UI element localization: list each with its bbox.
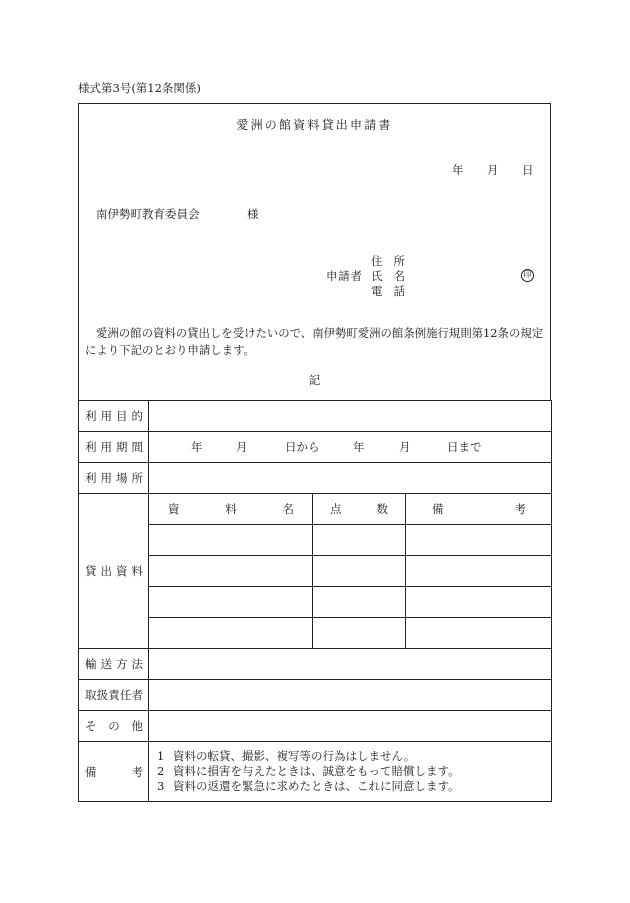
remark-item	[157, 749, 551, 764]
period-day-from: 日から	[285, 439, 320, 454]
ki-heading: 記	[308, 373, 321, 387]
period-month-to: 月	[399, 439, 411, 454]
period-label-cell	[79, 432, 149, 463]
purpose-label-cell	[79, 401, 149, 432]
place-label: 利用場所	[85, 471, 143, 485]
applicant-address-label: 住所	[371, 254, 405, 268]
remark-text: 資料の返還を緊急に求めたときは、これに同意します。	[173, 779, 460, 793]
date-year-label: 年	[452, 163, 464, 177]
other-row	[79, 711, 552, 742]
materials-col-name	[149, 494, 313, 525]
other-field	[149, 711, 552, 742]
purpose-field	[149, 401, 552, 432]
material-count-cell	[313, 556, 406, 587]
materials-col-note	[406, 494, 552, 525]
materials-label: 貸出資料	[85, 564, 143, 578]
remark-number: 1	[157, 749, 165, 763]
recipient: 南伊勢町教育委員会	[96, 207, 200, 221]
responsible-field	[149, 680, 552, 711]
material-name-cell	[149, 618, 313, 649]
transport-label-cell	[79, 649, 149, 680]
material-name-cell	[149, 556, 313, 587]
remark-item	[157, 764, 551, 779]
remark-text: 資料の転貸、撮影、複写等の行為はしません。	[173, 749, 416, 763]
materials-row	[79, 525, 552, 556]
date-month-label: 月	[487, 163, 499, 177]
form-title: 愛洲の館資料貸出申請書	[236, 118, 393, 132]
remark-text: 資料に損害を与えたときは、誠意をもって賠償します。	[173, 764, 460, 778]
materials-row	[79, 618, 552, 649]
request-paragraph	[85, 325, 543, 359]
application-header	[78, 103, 551, 400]
form-code: 様式第3号(第12条関係)	[78, 81, 201, 95]
period-field	[149, 432, 552, 463]
materials-row	[79, 587, 552, 618]
materials-col-note-label: 備考	[432, 502, 527, 516]
applicant-phone-label: 電話	[371, 284, 405, 298]
material-name-cell	[149, 525, 313, 556]
material-name-cell	[149, 587, 313, 618]
period-day-to: 日まで	[447, 439, 482, 454]
transport-label: 輸送方法	[85, 657, 143, 671]
responsible-label-cell	[79, 680, 149, 711]
material-count-cell	[313, 618, 406, 649]
transport-field	[149, 649, 552, 680]
seal-mark: 印	[521, 269, 534, 282]
material-note-cell	[406, 525, 552, 556]
remark-item	[157, 779, 551, 794]
paragraph-line: 愛洲の館の資料の貸出しを受けたいので、南伊勢町愛洲の館条例施行規則第12条の規定	[96, 326, 544, 340]
transport-row	[79, 649, 552, 680]
date-day-label: 日	[522, 163, 534, 177]
responsible-label: 取扱責任者	[85, 688, 143, 702]
applicant-label: 申請者	[326, 269, 362, 283]
place-row	[79, 463, 552, 494]
remarks-label-cell	[79, 742, 149, 802]
remarks-row	[79, 742, 552, 802]
responsible-row	[79, 680, 552, 711]
period-text	[149, 433, 551, 462]
period-year-to: 年	[353, 439, 365, 454]
material-note-cell	[406, 587, 552, 618]
materials-label-cell	[79, 494, 149, 649]
recipient-honorific: 様	[247, 207, 259, 221]
application-table	[78, 400, 552, 802]
remarks-label: 備考	[85, 764, 143, 779]
period-label: 利用期間	[85, 440, 143, 454]
other-label: その他	[85, 719, 143, 733]
materials-row	[79, 556, 552, 587]
place-field	[149, 463, 552, 494]
purpose-row	[79, 401, 552, 432]
purpose-label: 利用目的	[85, 409, 143, 423]
period-month-from: 月	[236, 439, 248, 454]
remark-number: 2	[157, 764, 165, 778]
materials-header-row	[79, 494, 552, 525]
material-note-cell	[406, 556, 552, 587]
remarks-list	[149, 742, 552, 802]
applicant-name-label: 氏名	[371, 269, 405, 283]
place-label-cell	[79, 463, 149, 494]
materials-col-count	[313, 494, 406, 525]
materials-col-count-label: 点数	[330, 502, 388, 516]
material-note-cell	[406, 618, 552, 649]
remark-number: 3	[157, 779, 165, 793]
material-count-cell	[313, 587, 406, 618]
other-label-cell	[79, 711, 149, 742]
paragraph-line: により下記のとおり申請します。	[85, 343, 255, 357]
material-count-cell	[313, 525, 406, 556]
period-row	[79, 432, 552, 463]
period-year-from: 年	[191, 439, 203, 454]
materials-col-name-label: 資料名	[168, 502, 294, 516]
